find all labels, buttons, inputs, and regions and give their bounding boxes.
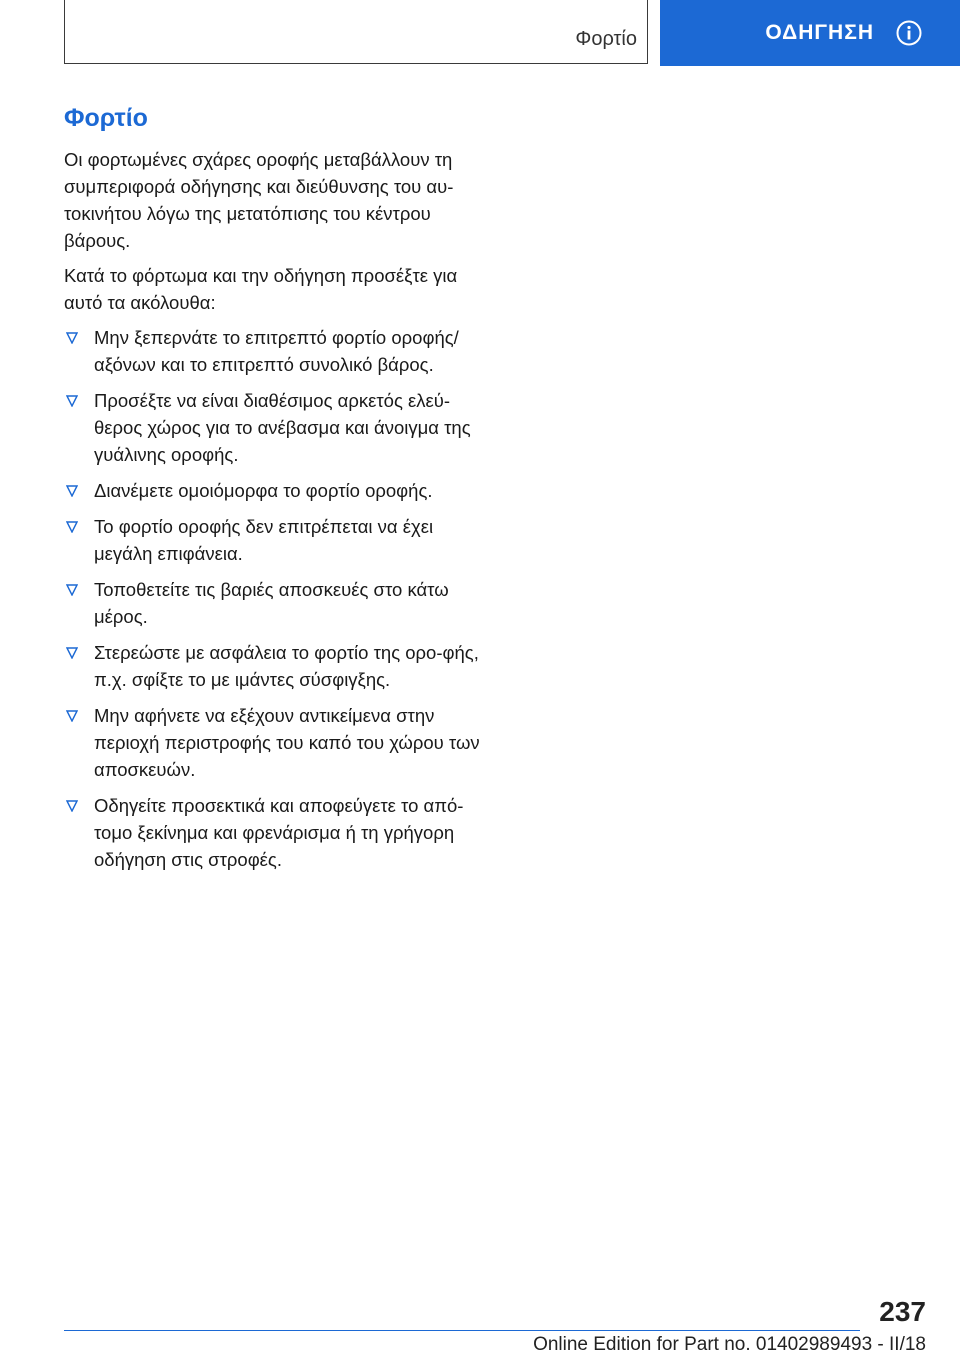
list-item xyxy=(64,639,484,693)
page-number: 237 xyxy=(879,1296,926,1327)
list-item-text: Μην ξεπερνάτε το επιτρεπτό φορτίο οροφής/ αξόνων και το επιτρεπτό συνολικό βάρος. xyxy=(94,327,459,375)
triangle-bullet-icon xyxy=(66,584,78,596)
triangle-bullet-icon xyxy=(66,647,78,659)
triangle-bullet-icon xyxy=(66,395,78,407)
header-section-box xyxy=(64,0,648,64)
header-chapter-tab[interactable] xyxy=(660,0,960,66)
list-item xyxy=(64,387,484,468)
list-item xyxy=(64,513,484,567)
list-item xyxy=(64,324,484,378)
footer-edition-text: Online Edition for Part no. 01402989493 - II/18 xyxy=(533,1334,926,1355)
intro-paragraph: Οι φορτωμένες σχάρες οροφής μεταβάλλουν τη συμπεριφορά οδήγησης και διεύθυνσης του αυ-τοκινήτου λόγω της μετατόπισης του κέντρου βάρους. xyxy=(64,149,454,251)
list-item-text: Τοποθετείτε τις βαριές αποσκευές στο κάτω μέρος. xyxy=(94,579,449,627)
list-item-text: Το φορτίο οροφής δεν επιτρέπεται να έχει μεγάλη επιφάνεια. xyxy=(94,516,434,564)
list-item-text: Διανέμετε ομοιόμορφα το φορτίο οροφής. xyxy=(94,480,433,501)
info-icon[interactable] xyxy=(896,20,922,46)
triangle-bullet-icon xyxy=(66,485,78,497)
instruction-paragraph: Κατά το φόρτωμα και την οδήγηση προσέξτε για αυτό τα ακόλουθα: xyxy=(64,265,458,313)
list-item-text: Στερεώστε με ασφάλεια το φορτίο της ορο-φής, π.χ. σφίξτε το με ιμάντες σύσφιγξης. xyxy=(94,642,479,690)
bullet-list xyxy=(64,324,484,873)
list-item xyxy=(64,576,484,630)
list-item-text: Προσέξτε να είναι διαθέσιμος αρκετός ελεύ-θερος χώρος για το ανέβασμα και άνοιγμα της γυάλινης οροφής. xyxy=(94,390,471,465)
list-item xyxy=(64,792,484,873)
triangle-bullet-icon xyxy=(66,521,78,533)
list-item xyxy=(64,477,484,504)
main-content xyxy=(64,100,484,882)
footer-divider xyxy=(64,1330,860,1331)
header-section-label: Φορτίο xyxy=(575,28,637,50)
list-item-text: Μην αφήνετε να εξέχουν αντικείμενα στην περιοχή περιστροφής του καπό του χώρου των αποσκευών. xyxy=(94,705,480,780)
page-title: Φορτίο xyxy=(64,104,148,132)
triangle-bullet-icon xyxy=(66,710,78,722)
header-chapter-label: ΟΔΗΓΗΣΗ xyxy=(765,21,874,44)
list-item xyxy=(64,702,484,783)
triangle-bullet-icon xyxy=(66,800,78,812)
triangle-bullet-icon xyxy=(66,332,78,344)
list-item-text: Οδηγείτε προσεκτικά και αποφεύγετε το από-τομο ξεκίνημα και φρενάρισμα ή τη γρήγορη οδήγηση στις στροφές. xyxy=(94,795,464,870)
